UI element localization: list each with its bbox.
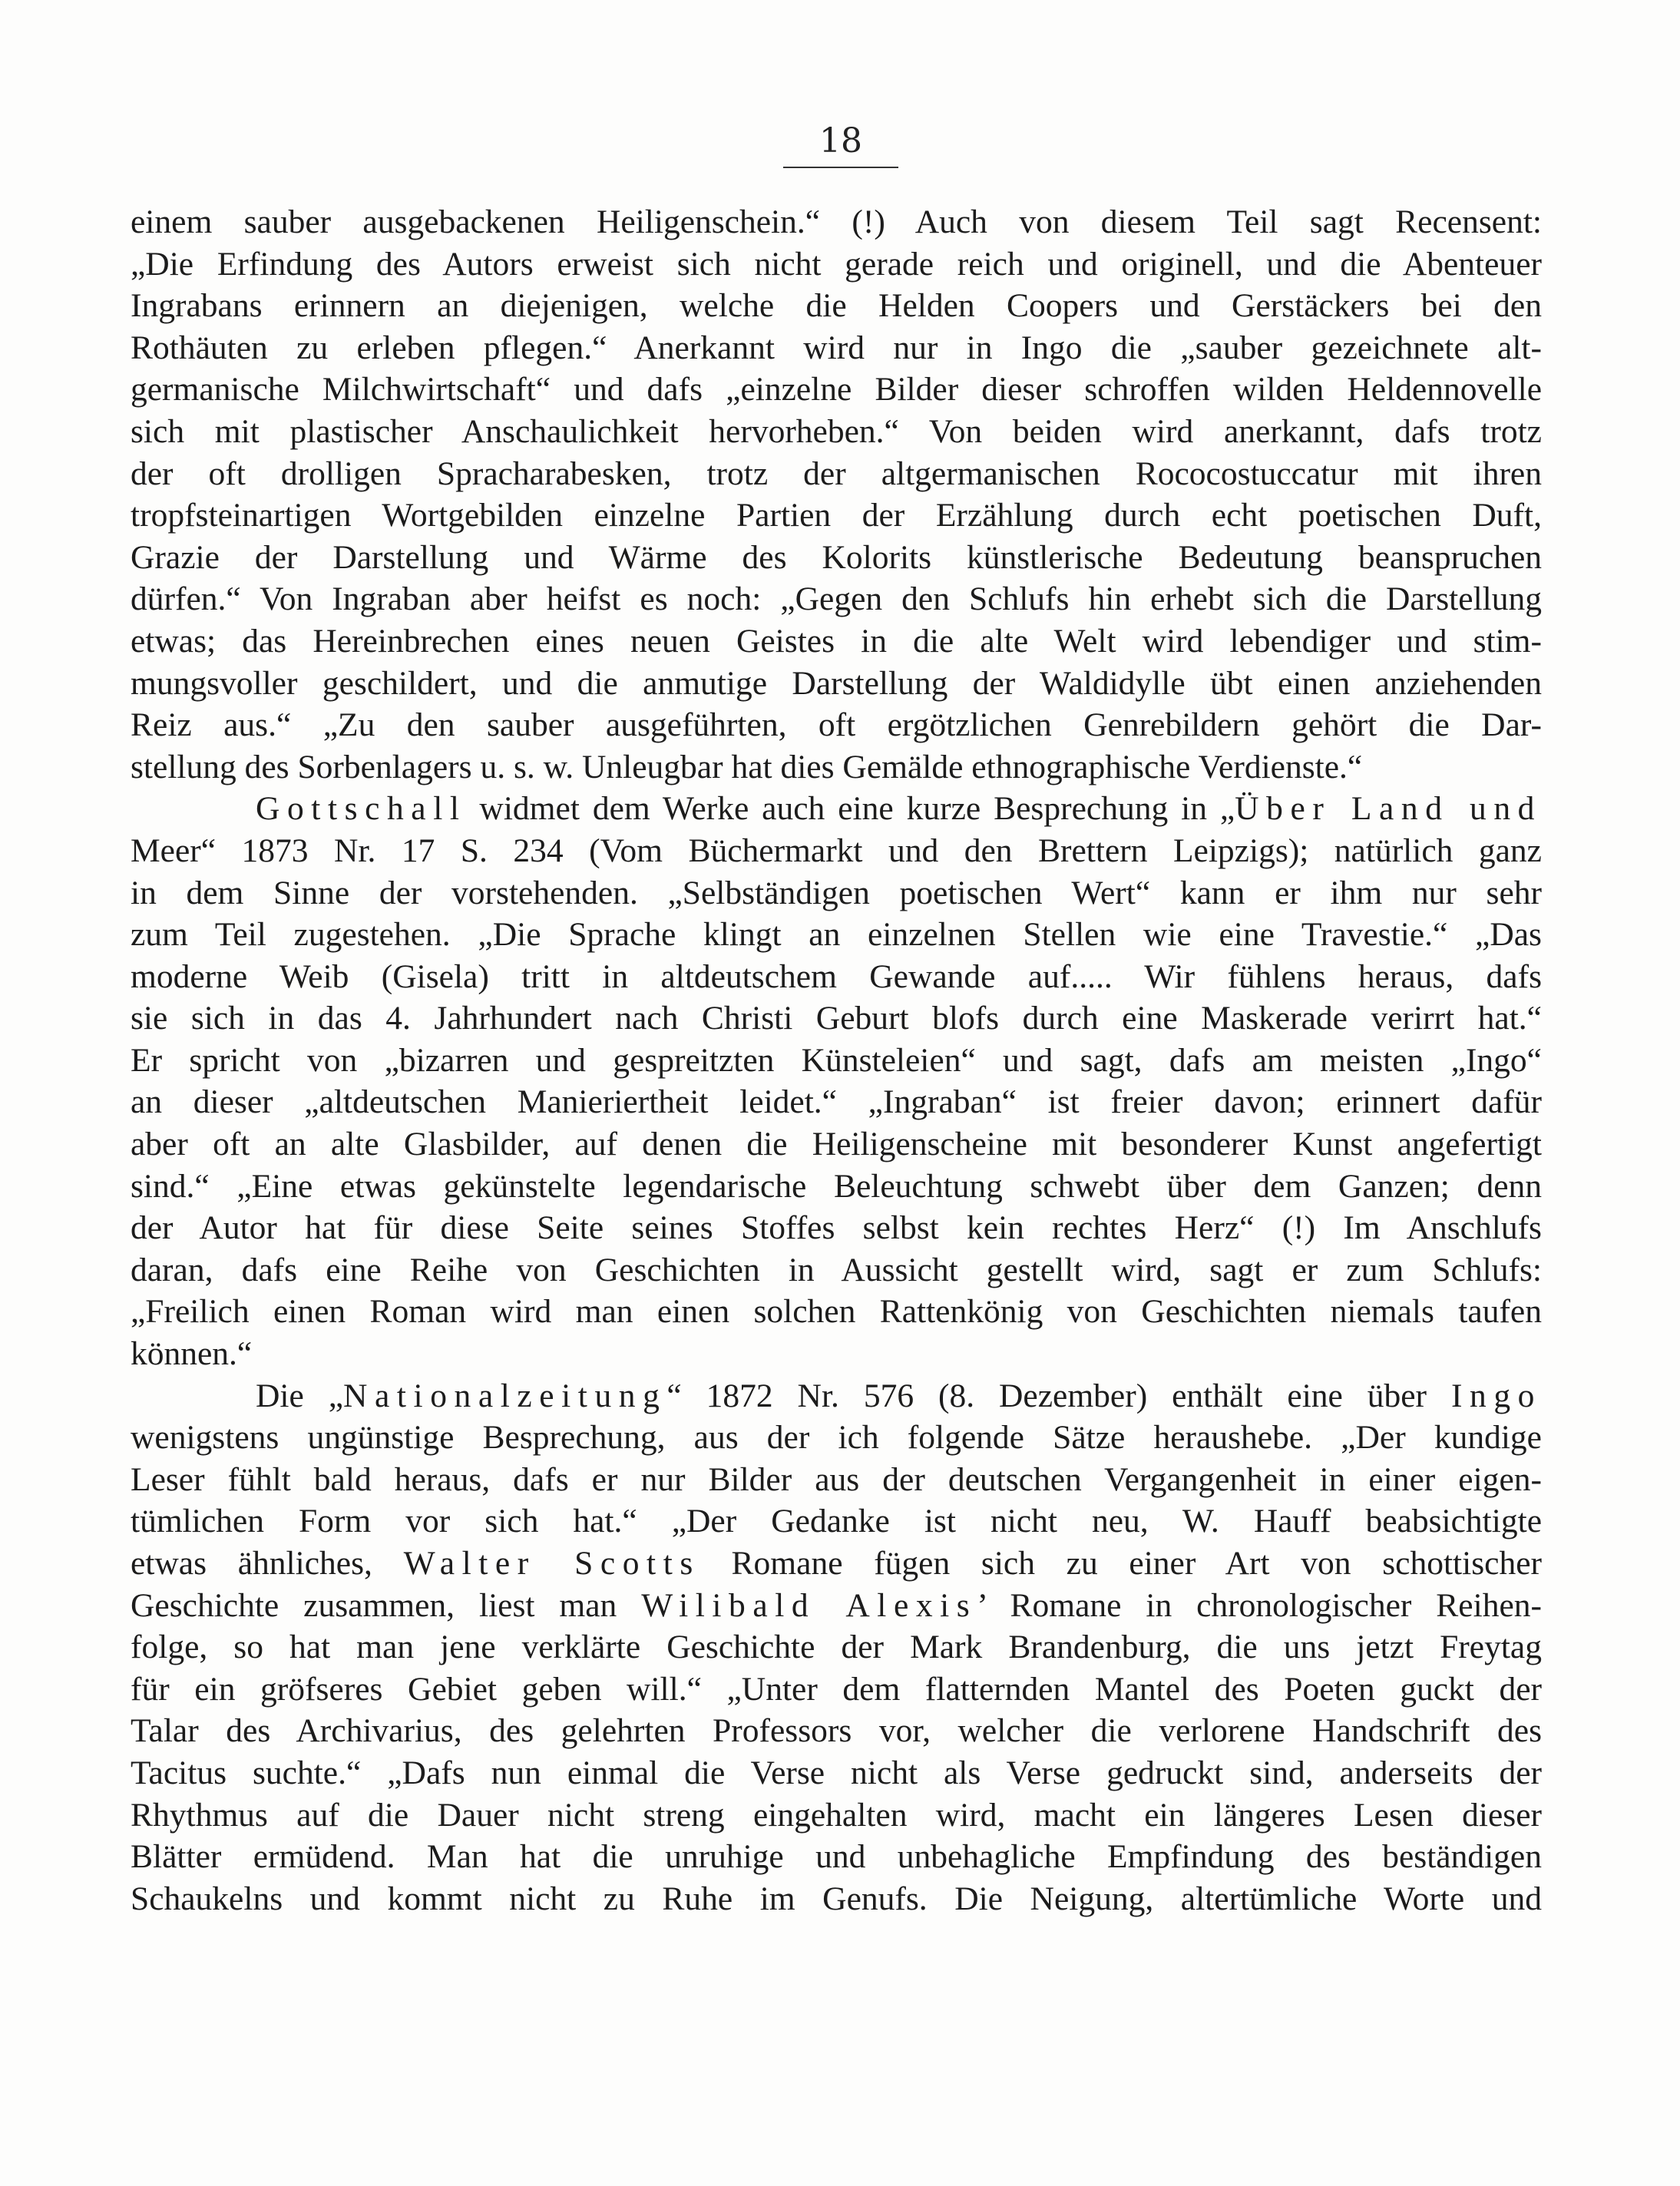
text-line: sind.“ „Eine etwas gekünstelte legendarische Beleuchtung schwebt über dem Ganzen; denn	[131, 1167, 1542, 1205]
text-line: aber oft an alte Glasbilder, auf denen die Heiligenscheine mit besonderer Kunst angefertigt	[131, 1126, 1542, 1163]
text-fragment: widmet dem Werke auch eine kurze Besprechung in „	[466, 790, 1235, 828]
text-line: tümlichen Form vor sich hat.“ „Der Gedanke ist nicht neu, W. Hauff beabsichtigte	[131, 1503, 1542, 1540]
text-fragment: Die „	[256, 1377, 344, 1414]
text-line: der oft drolligen Spracharabesken, trotz der altgermanischen Rococostuccatur mit ihren	[131, 455, 1542, 492]
text-line: tropfsteinartigen Wortgebilden einzelne Partien der Erzählung durch echt poetischen Duft,	[131, 497, 1542, 534]
text-line: Reiz aus.“ „Zu den sauber ausgeführten, oft ergötzlichen Genrebildern gehört die Dar-	[131, 706, 1542, 744]
text-line: Er spricht von „bizarren und gespreitzten Künsteleien“ und sagt, dafs am meisten „Ingo“	[131, 1041, 1542, 1079]
text-line: können.“	[131, 1335, 253, 1373]
text-line: mungsvoller geschildert, und die anmutige Darstellung der Waldidylle übt einen anziehenden	[131, 664, 1542, 702]
spaced-paper-name: Nationalzeitung	[343, 1377, 667, 1414]
text-line: Meer“ 1873 Nr. 17 S. 234 (Vom Büchermarkt und den Brettern Leipzigs); natürlich ganz	[131, 832, 1542, 869]
text-line: Blätter ermüdend. Man hat die unruhige und unbehagliche Empfindung des beständigen	[131, 1838, 1542, 1876]
text-line: einem sauber ausgebackenen Heiligenschein.“ (!) Auch von diesem Teil sagt Recensent:	[131, 203, 1542, 240]
spaced-walter-scotts: Walter Scotts	[403, 1545, 700, 1582]
text-line: Rothäuten zu erleben pflegen.“ Anerkannt wird nur in Ingo die „sauber gezeichnete alt-	[131, 329, 1542, 366]
text-line: sie sich in das 4. Jahrhundert nach Christi Geburt blofs durch eine Maskerade verirrt hat.“	[131, 1000, 1542, 1037]
text-fragment: Geschichte zusammen, liest man	[131, 1586, 642, 1624]
text-line: dürfen.“ Von Ingraban aber heifst es noch: „Gegen den Schlufs hin erhebt sich die Darstellung	[131, 580, 1542, 618]
paragraph-start	[131, 788, 1542, 830]
text-line: Talar des Archivarius, des gelehrten Professors vor, welcher die verlorene Handschrift des	[131, 1712, 1542, 1750]
text-line: Tacitus suchte.“ „Dafs nun einmal die Verse nicht als Verse gedruckt sind, anderseits der	[131, 1754, 1542, 1791]
text-fragment: etwas ähnliches,	[131, 1545, 404, 1582]
text-fragment: Romane fügen sich zu einer Art von schottischer	[699, 1545, 1542, 1582]
text-line: germanische Milchwirtschaft“ und dafs „einzelne Bilder dieser schroffen wilden Heldennovelle	[131, 371, 1542, 408]
text-line: Leser fühlt bald heraus, dafs er nur Bilder aus der deutschen Vergangenheit in einer eigen-	[131, 1460, 1542, 1498]
page-number: 18	[783, 121, 898, 168]
spaced-title: Über Land und	[1235, 790, 1542, 828]
text-line	[131, 1585, 1542, 1627]
text-line	[131, 1543, 1542, 1585]
text-line: der Autor hat für diese Seite seines Stoffes selbst kein rechtes Herz“ (!) Im Anschlufs	[131, 1209, 1542, 1247]
text-line: Grazie der Darstellung und Wärme des Kolorits künstlerische Bedeutung beanspruchen	[131, 538, 1542, 576]
text-line: sich mit plastischer Anschaulichkeit hervorheben.“ Von beiden wird anerkannt, dafs trotz	[131, 412, 1542, 450]
spaced-wilibald-alexis: Wilibald Alexis	[641, 1586, 977, 1624]
text-fragment: ’ Romane in chronologischer Reihen-	[977, 1586, 1542, 1624]
text-line: moderne Weib (Gisela) tritt in altdeutschem Gewande auf..... Wir fühlens heraus, dafs	[131, 957, 1542, 995]
text-line: „Freilich einen Roman wird man einen solchen Rattenkönig von Geschichten niemals taufen	[131, 1293, 1542, 1331]
text-line: daran, dafs eine Reihe von Geschichten in Aussicht gestellt wird, sagt er zum Schlufs:	[131, 1251, 1542, 1288]
text-line: Rhythmus auf die Dauer nicht streng eingehalten wird, macht ein längeres Lesen dieser	[131, 1796, 1542, 1834]
text-line: in dem Sinne der vorstehenden. „Selbständigen poetischen Wert“ kann er ihm nur sehr	[131, 874, 1542, 911]
spaced-name: Gottschall	[256, 790, 467, 828]
body-text	[131, 201, 1542, 1920]
text-line: Schaukelns und kommt nicht zu Ruhe im Genufs. Die Neigung, altertümliche Worte und	[131, 1880, 1542, 1917]
paragraph-start	[131, 1375, 1542, 1417]
spaced-ingo: Ingo	[1450, 1377, 1542, 1414]
text-line: etwas; das Hereinbrechen eines neuen Geistes in die alte Welt wird lebendiger und stim-	[131, 622, 1542, 660]
text-line: Ingrabans erinnern an diejenigen, welche die Helden Coopers und Gerstäckers bei den	[131, 287, 1542, 325]
text-line: folge, so hat man jene verklärte Geschichte der Mark Brandenburg, die uns jetzt Freytag	[131, 1629, 1542, 1666]
text-line: an dieser „altdeutschen Manieriertheit leidet.“ „Ingraban“ ist freier davon; erinnert dafür	[131, 1083, 1542, 1121]
text-line: für ein gröfseres Gebiet geben will.“ „Unter dem flatternden Mantel des Poeten guckt der	[131, 1670, 1542, 1708]
text-line: wenigstens ungünstige Besprechung, aus der ich folgende Sätze heraushebe. „Der kundige	[131, 1419, 1542, 1457]
text-line: stellung des Sorbenlagers u. s. w. Unleugbar hat dies Gemälde ethnographische Verdienste.“	[131, 748, 1363, 785]
text-line: „Die Erfindung des Autors erweist sich nicht gerade reich und originell, und die Abenteuer	[131, 245, 1542, 283]
text-line: zum Teil zugestehen. „Die Sprache klingt an einzelnen Stellen wie eine Travestie.“ „Das	[131, 916, 1542, 954]
text-fragment: “ 1872 Nr. 576 (8. Dezember) enthält eine über	[666, 1377, 1451, 1414]
